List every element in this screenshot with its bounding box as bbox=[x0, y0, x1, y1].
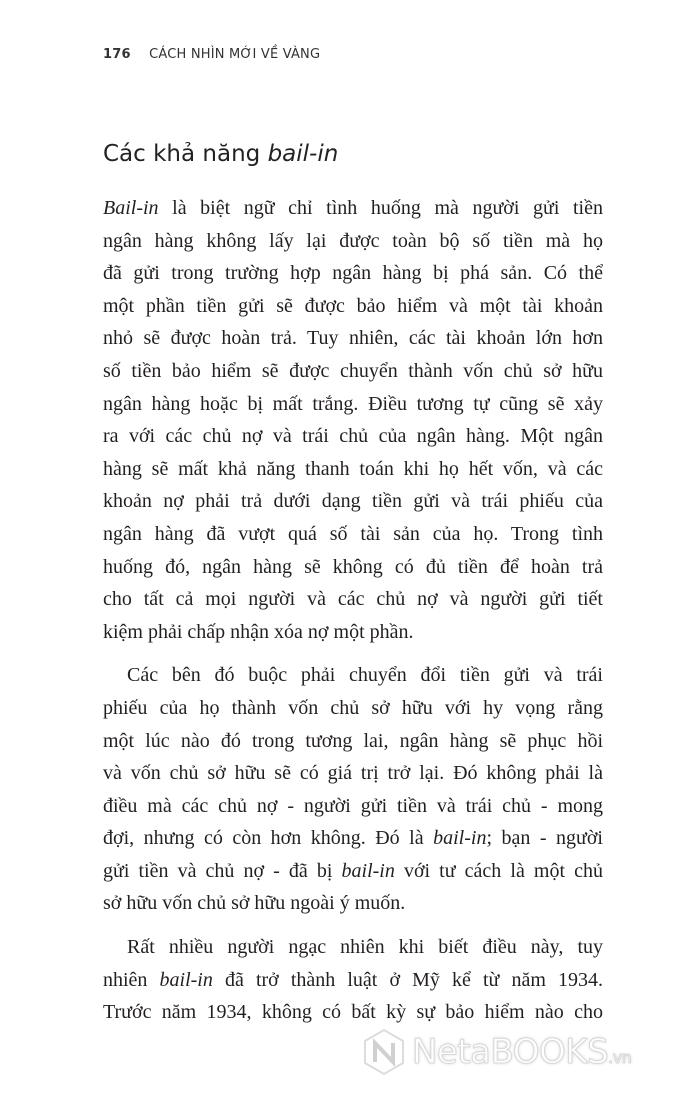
text-line bbox=[103, 931, 603, 964]
paragraph bbox=[103, 192, 603, 648]
text-segment: huống đó, ngân hàng sẽ không có đủ tiền để hoàn trả bbox=[103, 555, 603, 578]
text-line bbox=[103, 757, 603, 790]
text-segment: đã gửi trong trường hợp ngân hàng bị phá sản. Có thể bbox=[103, 262, 603, 285]
text-segment: ngân hàng không lấy lại được toàn bộ số tiền mà họ bbox=[103, 229, 603, 252]
text-line bbox=[103, 996, 603, 1029]
text-segment: hàng sẽ mất khả năng thanh toán khi họ hết vốn, và các bbox=[103, 457, 603, 480]
text-line bbox=[103, 725, 603, 758]
text-line bbox=[103, 322, 603, 355]
text-segment: một phần tiền gửi sẽ được bảo hiểm và một tài khoản bbox=[103, 294, 603, 317]
watermark-suffix: .vn bbox=[608, 1048, 632, 1067]
text-segment: và vốn chủ sở hữu sẽ có giá trị trở lại. Đó không phải là bbox=[103, 762, 603, 785]
netabooks-logo-icon bbox=[362, 1028, 406, 1076]
text-line bbox=[103, 485, 603, 518]
text-line bbox=[103, 887, 603, 920]
text-line bbox=[103, 453, 603, 486]
text-segment: đã trở thành luật ở Mỹ kể từ năm 1934. bbox=[212, 968, 603, 991]
text-segment: khoản nợ phải trả dưới dạng tiền gửi và trái phiếu của bbox=[103, 490, 603, 513]
section-title-text: Các khả năng bbox=[103, 141, 268, 168]
italic-term: bail-in bbox=[433, 827, 487, 850]
italic-term: bail-in bbox=[341, 859, 395, 882]
text-line bbox=[103, 583, 603, 616]
text-segment: sở hữu vốn chủ sở hữu ngoài ý muốn. bbox=[103, 892, 406, 915]
text-segment: gửi tiền và chủ nợ - đã bị bbox=[103, 859, 342, 882]
text-line bbox=[103, 257, 603, 290]
text-line bbox=[103, 355, 603, 388]
watermark bbox=[362, 1028, 631, 1076]
text-line bbox=[103, 290, 603, 323]
text-segment: điều mà các chủ nợ - người gửi tiền và trái chủ - mong bbox=[103, 794, 603, 817]
paragraph bbox=[103, 931, 603, 1029]
text-segment: nhỏ sẽ được hoàn trả. Tuy nhiên, các tài khoản lớn hơn bbox=[103, 327, 603, 350]
text-segment: Rất nhiều người ngạc nhiên khi biết điều này, tuy bbox=[127, 936, 603, 959]
text-segment: Trước năm 1934, không có bất kỳ sự bảo hiểm nào cho bbox=[103, 1001, 603, 1024]
italic-term: bail-in bbox=[159, 968, 213, 991]
page-number: 176 bbox=[103, 47, 131, 62]
text-line bbox=[103, 225, 603, 258]
paragraph bbox=[103, 659, 603, 920]
running-header bbox=[103, 47, 320, 62]
text-line bbox=[103, 518, 603, 551]
text-line bbox=[103, 659, 603, 692]
text-segment: với tư cách là một chủ bbox=[394, 859, 603, 882]
text-segment: là biệt ngữ chỉ tình huống mà người gửi tiền bbox=[158, 197, 603, 219]
watermark-brand: NetaBOOKS bbox=[412, 1032, 609, 1072]
text-segment: ngân hàng đã vượt quá số tài sản của họ. Trong tình bbox=[103, 522, 603, 545]
text-line bbox=[103, 616, 603, 649]
text-line bbox=[103, 822, 603, 855]
text-segment: số tiền bảo hiểm sẽ được chuyển thành vốn chủ sở hữu bbox=[103, 359, 603, 382]
italic-term: Bail-in bbox=[103, 197, 159, 219]
text-line bbox=[103, 192, 603, 225]
section-title-italic: bail-in bbox=[267, 141, 339, 168]
text-line bbox=[103, 790, 603, 823]
text-line bbox=[103, 855, 603, 888]
text-line bbox=[103, 420, 603, 453]
text-segment: phiếu của họ thành vốn chủ sở hữu với hy vọng rằng bbox=[103, 696, 603, 719]
text-segment: Các bên đó buộc phải chuyển đổi tiền gửi và trái bbox=[127, 664, 603, 687]
section-title bbox=[103, 141, 338, 167]
body-text bbox=[103, 192, 603, 1040]
running-title: CÁCH NHÌN MỚI VỀ VÀNG bbox=[149, 47, 321, 62]
watermark-text bbox=[412, 1032, 631, 1072]
text-segment: đợi, nhưng có còn hơn không. Đó là bbox=[103, 827, 434, 850]
text-segment: ra với các chủ nợ và trái chủ của ngân hàng. Một ngân bbox=[103, 425, 603, 448]
text-line bbox=[103, 964, 603, 997]
text-segment: kiệm phải chấp nhận xóa nợ một phần. bbox=[103, 620, 414, 643]
text-line bbox=[103, 388, 603, 421]
text-segment: nhiên bbox=[103, 968, 160, 991]
text-segment: một lúc nào đó trong tương lai, ngân hàng sẽ phục hồi bbox=[103, 729, 603, 752]
text-segment: ; bạn - người bbox=[486, 827, 603, 850]
text-line bbox=[103, 551, 603, 584]
text-segment: cho tất cả mọi người và các chủ nợ và người gửi tiết bbox=[103, 588, 603, 611]
text-segment: ngân hàng hoặc bị mất trắng. Điều tương tự cũng sẽ xảy bbox=[103, 392, 603, 415]
text-line bbox=[103, 692, 603, 725]
